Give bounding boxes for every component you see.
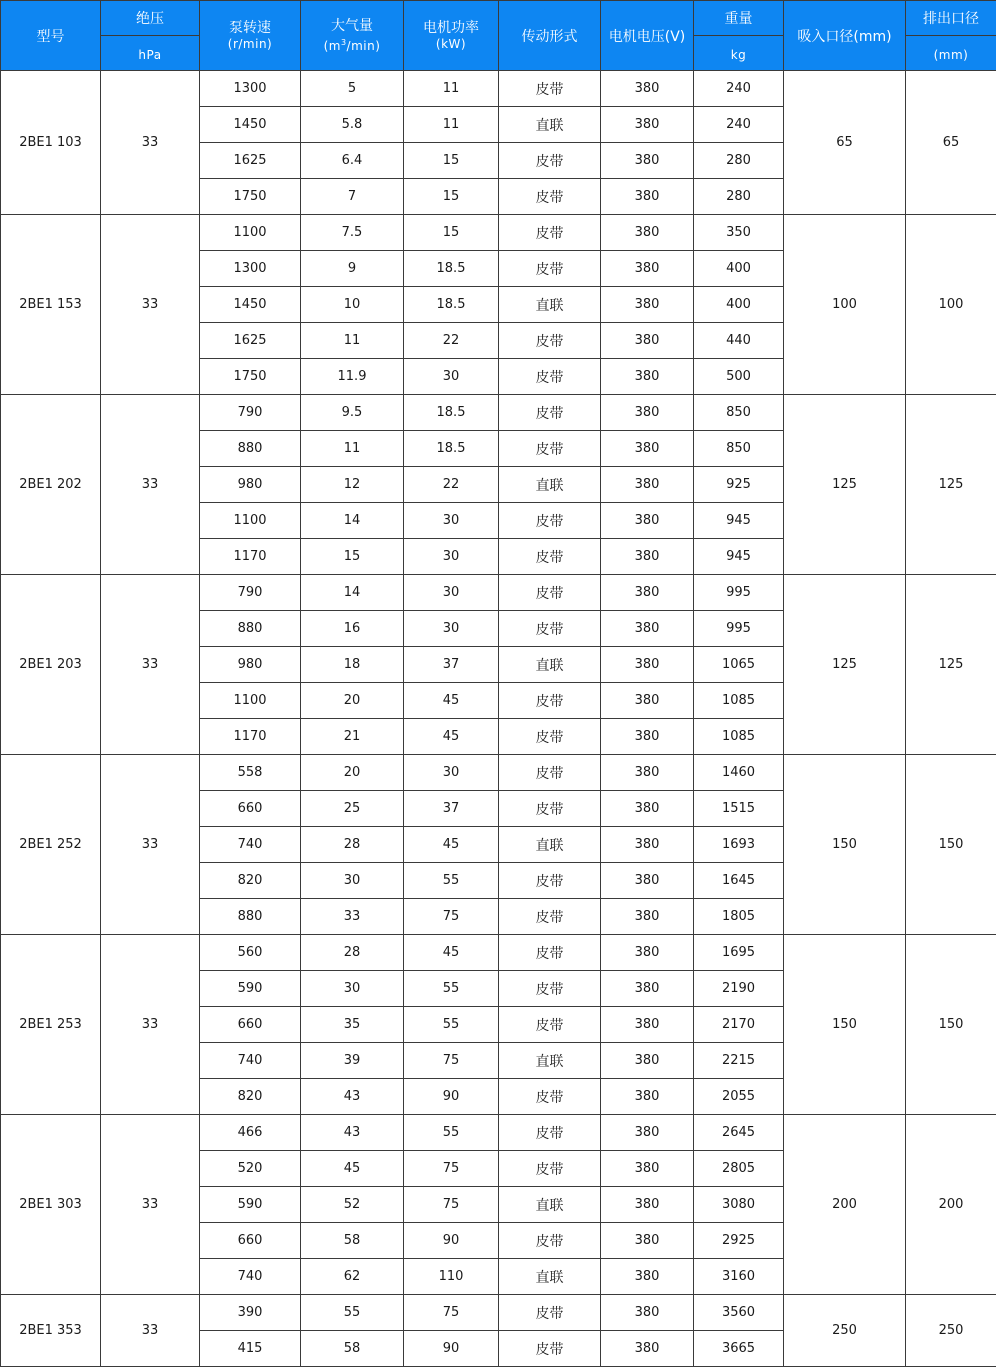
drive-cell: 皮带 [499,1115,601,1151]
header-speed-label: 泵转速 [229,19,271,36]
pressure-cell: 33 [101,215,200,395]
power-cell: 75 [404,1187,499,1223]
drive-cell: 皮带 [499,611,601,647]
outlet-cell: 125 [906,575,996,755]
drive-cell: 皮带 [499,1331,601,1367]
power-cell: 30 [404,575,499,611]
power-cell: 90 [404,1223,499,1259]
weight-cell: 350 [694,215,784,251]
speed-cell: 1100 [200,683,301,719]
speed-cell: 660 [200,791,301,827]
power-cell: 90 [404,1331,499,1367]
drive-cell: 皮带 [499,359,601,395]
inlet-cell: 150 [784,755,906,935]
flow-cell: 62 [301,1259,404,1295]
flow-cell: 25 [301,791,404,827]
power-cell: 11 [404,71,499,107]
table-row [1,755,996,791]
speed-cell: 880 [200,899,301,935]
weight-cell: 1460 [694,755,784,791]
drive-cell: 皮带 [499,395,601,431]
weight-cell: 440 [694,323,784,359]
speed-cell: 820 [200,863,301,899]
flow-cell: 12 [301,467,404,503]
table-row [1,1295,996,1331]
flow-cell: 28 [301,827,404,863]
table-row [1,395,996,431]
table-body [1,71,996,1367]
header-speed [200,1,301,71]
inlet-cell: 65 [784,71,906,215]
flow-cell: 33 [301,899,404,935]
drive-cell: 皮带 [499,215,601,251]
voltage-cell: 380 [601,395,694,431]
power-cell: 55 [404,1007,499,1043]
flow-cell: 10 [301,287,404,323]
model-cell: 2BE1 253 [1,935,101,1115]
header-weight [694,1,784,36]
table-row [1,1115,996,1151]
power-cell: 30 [404,539,499,575]
model-cell: 2BE1 153 [1,215,101,395]
header-flow-label: 大气量 [331,17,373,34]
outlet-cell: 65 [906,71,996,215]
weight-cell: 500 [694,359,784,395]
power-cell: 75 [404,1151,499,1187]
pressure-cell: 33 [101,1295,200,1367]
power-cell: 18.5 [404,431,499,467]
weight-cell: 1805 [694,899,784,935]
flow-cell: 35 [301,1007,404,1043]
drive-cell: 皮带 [499,755,601,791]
header-weight-label: 重量 [724,11,753,27]
flow-cell: 5.8 [301,107,404,143]
flow-cell: 14 [301,575,404,611]
header-outlet-unit: (mm) [933,47,969,62]
voltage-cell: 380 [601,1331,694,1367]
pressure-cell: 33 [101,395,200,575]
speed-cell: 1300 [200,251,301,287]
flow-cell: 43 [301,1115,404,1151]
header-outlet-label: 排出口径 [923,11,979,27]
table-header [1,1,996,71]
drive-cell: 皮带 [499,539,601,575]
outlet-cell: 100 [906,215,996,395]
flow-cell: 30 [301,971,404,1007]
weight-cell: 1515 [694,791,784,827]
power-cell: 15 [404,143,499,179]
speed-cell: 880 [200,611,301,647]
speed-cell: 415 [200,1331,301,1367]
outlet-cell: 150 [906,935,996,1115]
weight-cell: 1085 [694,719,784,755]
flow-unit-post: /min) [346,38,381,53]
power-cell: 15 [404,179,499,215]
voltage-cell: 380 [601,107,694,143]
speed-cell: 1100 [200,503,301,539]
weight-cell: 995 [694,575,784,611]
power-cell: 55 [404,971,499,1007]
header-speed-unit: (r/min) [227,36,273,51]
weight-cell: 1065 [694,647,784,683]
voltage-cell: 380 [601,467,694,503]
drive-cell: 皮带 [499,863,601,899]
drive-cell: 皮带 [499,143,601,179]
flow-cell: 30 [301,863,404,899]
model-cell: 2BE1 353 [1,1295,101,1367]
flow-cell: 15 [301,539,404,575]
speed-cell: 590 [200,971,301,1007]
power-cell: 37 [404,647,499,683]
weight-cell: 1085 [694,683,784,719]
outlet-cell: 125 [906,395,996,575]
inlet-cell: 250 [784,1295,906,1367]
power-cell: 55 [404,863,499,899]
speed-cell: 1300 [200,71,301,107]
weight-cell: 280 [694,179,784,215]
drive-cell: 皮带 [499,323,601,359]
speed-cell: 980 [200,647,301,683]
drive-cell: 皮带 [499,899,601,935]
inlet-cell: 200 [784,1115,906,1295]
table-row [1,935,996,971]
power-cell: 75 [404,1295,499,1331]
voltage-cell: 380 [601,1187,694,1223]
power-cell: 45 [404,935,499,971]
pressure-cell: 33 [101,1115,200,1295]
voltage-cell: 380 [601,1259,694,1295]
flow-cell: 58 [301,1223,404,1259]
weight-cell: 400 [694,287,784,323]
flow-cell: 9.5 [301,395,404,431]
drive-cell: 皮带 [499,683,601,719]
weight-cell: 240 [694,107,784,143]
voltage-cell: 380 [601,1079,694,1115]
power-cell: 90 [404,1079,499,1115]
voltage-cell: 380 [601,503,694,539]
inlet-cell: 150 [784,935,906,1115]
header-vacuum-label: 绝压 [136,11,164,27]
power-cell: 45 [404,719,499,755]
drive-cell: 皮带 [499,971,601,1007]
speed-cell: 1750 [200,179,301,215]
flow-unit-sup: 3 [340,37,347,47]
voltage-cell: 380 [601,719,694,755]
voltage-cell: 380 [601,1295,694,1331]
drive-cell: 皮带 [499,431,601,467]
weight-cell: 240 [694,71,784,107]
voltage-cell: 380 [601,431,694,467]
voltage-cell: 380 [601,215,694,251]
weight-cell: 2055 [694,1079,784,1115]
voltage-cell: 380 [601,143,694,179]
drive-cell: 皮带 [499,791,601,827]
drive-cell: 直联 [499,1187,601,1223]
drive-cell: 直联 [499,1259,601,1295]
header-model [1,1,101,71]
speed-cell: 1750 [200,359,301,395]
weight-cell: 2170 [694,1007,784,1043]
weight-cell: 3160 [694,1259,784,1295]
weight-cell: 850 [694,431,784,467]
voltage-cell: 380 [601,1223,694,1259]
speed-cell: 740 [200,1043,301,1079]
power-cell: 30 [404,359,499,395]
voltage-cell: 380 [601,287,694,323]
speed-cell: 1625 [200,323,301,359]
flow-cell: 20 [301,755,404,791]
speed-cell: 660 [200,1007,301,1043]
power-cell: 22 [404,323,499,359]
flow-cell: 43 [301,1079,404,1115]
power-cell: 75 [404,899,499,935]
weight-cell: 850 [694,395,784,431]
power-cell: 22 [404,467,499,503]
header-vacuum-unit-cell [101,36,200,71]
weight-cell: 3080 [694,1187,784,1223]
speed-cell: 558 [200,755,301,791]
flow-cell: 11.9 [301,359,404,395]
voltage-cell: 380 [601,827,694,863]
model-cell: 2BE1 252 [1,755,101,935]
speed-cell: 740 [200,827,301,863]
header-flow [301,1,404,71]
table-row [1,71,996,107]
drive-cell: 直联 [499,107,601,143]
voltage-cell: 380 [601,575,694,611]
flow-cell: 11 [301,431,404,467]
pressure-cell: 33 [101,575,200,755]
flow-cell: 7 [301,179,404,215]
flow-cell: 45 [301,1151,404,1187]
weight-cell: 1695 [694,935,784,971]
speed-cell: 1625 [200,143,301,179]
header-outlet [906,1,996,36]
drive-cell: 皮带 [499,251,601,287]
drive-cell: 直联 [499,647,601,683]
header-weight-unit: kg [730,47,747,62]
table-row [1,215,996,251]
flow-cell: 14 [301,503,404,539]
speed-cell: 1450 [200,287,301,323]
table-row [1,575,996,611]
voltage-cell: 380 [601,1043,694,1079]
header-weight-unit-cell [694,36,784,71]
power-cell: 18.5 [404,251,499,287]
power-cell: 30 [404,503,499,539]
speed-cell: 740 [200,1259,301,1295]
model-cell: 2BE1 103 [1,71,101,215]
model-cell: 2BE1 303 [1,1115,101,1295]
speed-cell: 1100 [200,215,301,251]
voltage-cell: 380 [601,323,694,359]
inlet-cell: 125 [784,395,906,575]
voltage-cell: 380 [601,1115,694,1151]
speed-cell: 466 [200,1115,301,1151]
header-model-label: 型号 [36,28,65,45]
flow-cell: 20 [301,683,404,719]
weight-cell: 2215 [694,1043,784,1079]
drive-cell: 直联 [499,827,601,863]
drive-cell: 皮带 [499,719,601,755]
weight-cell: 2925 [694,1223,784,1259]
weight-cell: 925 [694,467,784,503]
voltage-cell: 380 [601,899,694,935]
flow-cell: 6.4 [301,143,404,179]
power-cell: 75 [404,1043,499,1079]
voltage-cell: 380 [601,251,694,287]
voltage-cell: 380 [601,935,694,971]
drive-cell: 皮带 [499,935,601,971]
weight-cell: 995 [694,611,784,647]
weight-cell: 400 [694,251,784,287]
power-cell: 30 [404,611,499,647]
speed-cell: 980 [200,467,301,503]
drive-cell: 皮带 [499,71,601,107]
flow-cell: 28 [301,935,404,971]
weight-cell: 2190 [694,971,784,1007]
drive-cell: 皮带 [499,503,601,539]
voltage-cell: 380 [601,647,694,683]
header-outlet-unit-cell [906,36,996,71]
power-cell: 37 [404,791,499,827]
voltage-cell: 380 [601,683,694,719]
voltage-cell: 380 [601,863,694,899]
header-power [404,1,499,71]
weight-cell: 280 [694,143,784,179]
flow-unit-pre: (m [323,38,341,53]
drive-cell: 皮带 [499,1295,601,1331]
voltage-cell: 380 [601,179,694,215]
speed-cell: 660 [200,1223,301,1259]
pressure-cell: 33 [101,755,200,935]
voltage-cell: 380 [601,71,694,107]
outlet-cell: 200 [906,1115,996,1295]
weight-cell: 2805 [694,1151,784,1187]
weight-cell: 2645 [694,1115,784,1151]
speed-cell: 1450 [200,107,301,143]
header-drive-label: 传动形式 [521,28,578,45]
drive-cell: 直联 [499,287,601,323]
drive-cell: 皮带 [499,1223,601,1259]
voltage-cell: 380 [601,1151,694,1187]
speed-cell: 560 [200,935,301,971]
voltage-cell: 380 [601,611,694,647]
header-vacuum-unit: hPa [138,47,162,62]
flow-cell: 11 [301,323,404,359]
drive-cell: 直联 [499,1043,601,1079]
weight-cell: 1645 [694,863,784,899]
drive-cell: 皮带 [499,1007,601,1043]
flow-cell: 7.5 [301,215,404,251]
header-voltage [601,1,694,71]
pressure-cell: 33 [101,71,200,215]
power-cell: 11 [404,107,499,143]
drive-cell: 皮带 [499,1151,601,1187]
power-cell: 30 [404,755,499,791]
weight-cell: 945 [694,503,784,539]
header-voltage-label: 电机电压(V) [608,28,686,45]
power-cell: 45 [404,827,499,863]
speed-cell: 820 [200,1079,301,1115]
drive-cell: 直联 [499,467,601,503]
flow-cell: 18 [301,647,404,683]
voltage-cell: 380 [601,539,694,575]
header-inlet-label: 吸入口径(mm) [797,28,892,45]
voltage-cell: 380 [601,971,694,1007]
power-cell: 18.5 [404,287,499,323]
drive-cell: 皮带 [499,179,601,215]
power-cell: 18.5 [404,395,499,431]
voltage-cell: 380 [601,755,694,791]
header-power-label: 电机功率 [423,19,479,36]
header-flow-unit [301,35,403,54]
speed-cell: 390 [200,1295,301,1331]
model-cell: 2BE1 203 [1,575,101,755]
weight-cell: 3665 [694,1331,784,1367]
power-cell: 45 [404,683,499,719]
flow-cell: 9 [301,251,404,287]
speed-cell: 880 [200,431,301,467]
weight-cell: 1693 [694,827,784,863]
pressure-cell: 33 [101,935,200,1115]
header-drive [499,1,601,71]
header-power-unit: (kW) [435,36,467,51]
weight-cell: 3560 [694,1295,784,1331]
speed-cell: 1170 [200,539,301,575]
flow-cell: 55 [301,1295,404,1331]
header-vacuum [101,1,200,36]
outlet-cell: 250 [906,1295,996,1367]
flow-cell: 52 [301,1187,404,1223]
drive-cell: 皮带 [499,575,601,611]
power-cell: 55 [404,1115,499,1151]
speed-cell: 590 [200,1187,301,1223]
weight-cell: 945 [694,539,784,575]
speed-cell: 790 [200,395,301,431]
voltage-cell: 380 [601,359,694,395]
voltage-cell: 380 [601,791,694,827]
flow-cell: 21 [301,719,404,755]
header-inlet [784,1,906,71]
outlet-cell: 150 [906,755,996,935]
model-cell: 2BE1 202 [1,395,101,575]
drive-cell: 皮带 [499,1079,601,1115]
voltage-cell: 380 [601,1007,694,1043]
speed-cell: 790 [200,575,301,611]
flow-cell: 5 [301,71,404,107]
inlet-cell: 100 [784,215,906,395]
flow-cell: 58 [301,1331,404,1367]
power-cell: 110 [404,1259,499,1295]
inlet-cell: 125 [784,575,906,755]
flow-cell: 16 [301,611,404,647]
flow-cell: 39 [301,1043,404,1079]
speed-cell: 520 [200,1151,301,1187]
power-cell: 15 [404,215,499,251]
speed-cell: 1170 [200,719,301,755]
